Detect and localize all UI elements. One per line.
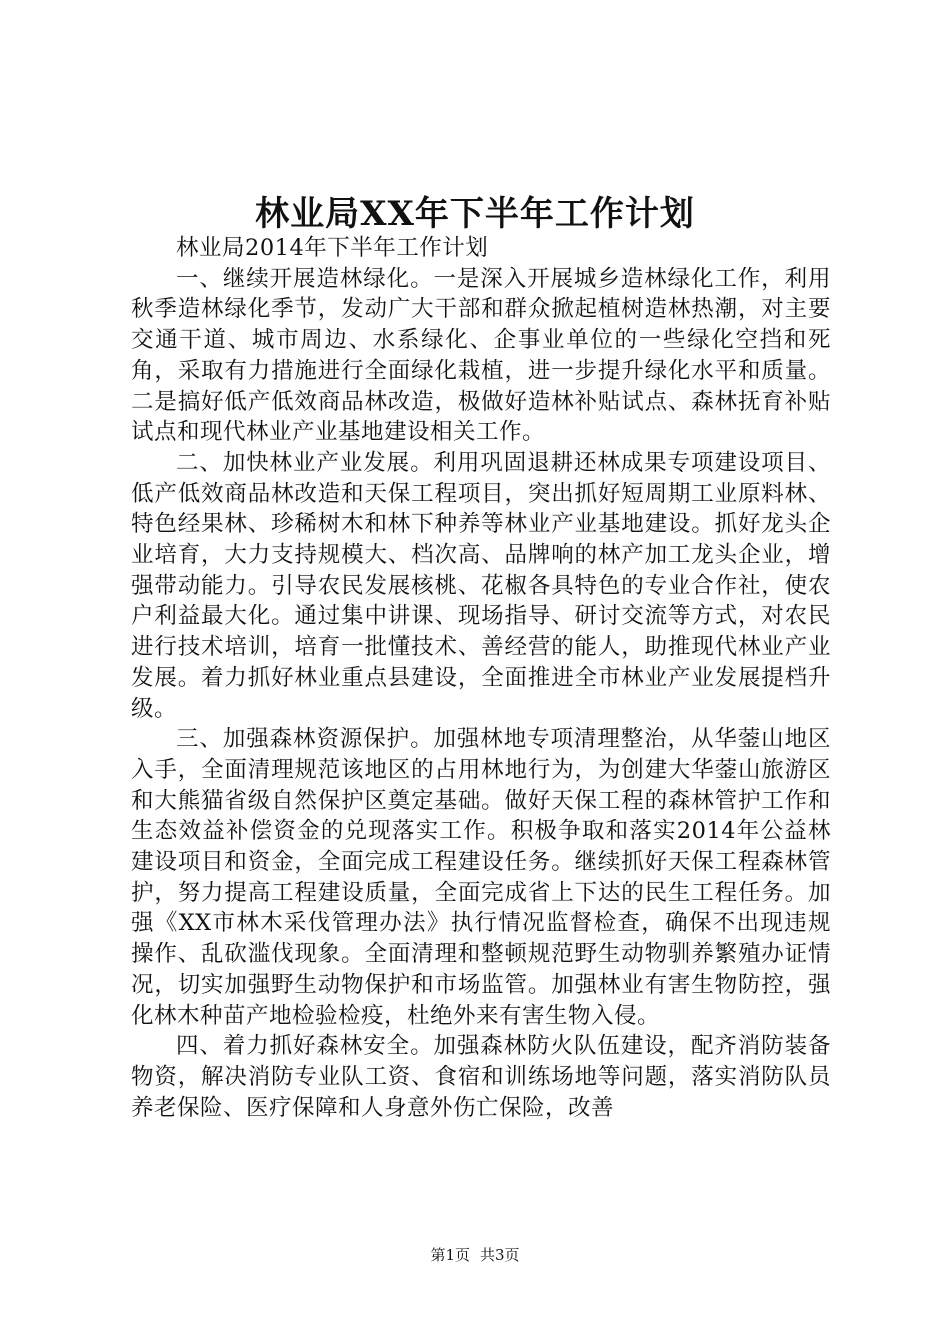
page-total: 共3页 — [480, 1246, 520, 1264]
body-paragraph-safety: 四、着力抓好森林安全。加强森林防火队伍建设，配齐消防装备物资，解决消防专业队工资、食宿和训练场地等问题，落实消防队员养老保险、医疗保障和人身意外伤亡保险，改善 — [131, 1033, 831, 1121]
page-footer — [0, 1244, 950, 1265]
document-title: 林业局XX年下半年工作计划 — [255, 194, 695, 234]
body-paragraph-protection: 三、加强森林资源保护。加强林地专项清理整治，从华蓥山地区入手，全面清理规范该地区的占用林地行为，为创建大华蓥山旅游区和大熊猫省级自然保护区奠定基础。做好天保工程的森林管护工作和生态效益补偿资金的兑现落实工作。积极争取和落实2014年公益林建设项目和资金，全面完成工程建设任务。继续抓好天保工程森林管护，努力提高工程建设质量，全面完成省上下达的民生工程任务。加强《XX市林木采伐管理办法》执行情况监督检查，确保不出现违规操作、乱砍滥伐现象。全面清理和整顿规范野生动物驯养繁殖办证情况，切实加强野生动物保护和市场监管。加强林业有害生物防控，强化林木种苗产地检验检疫，杜绝外来有害生物入侵。 — [131, 726, 831, 1029]
body-paragraph-heading: 林业局2014年下半年工作计划 — [176, 235, 489, 261]
body-paragraph-afforestation: 一、继续开展造林绿化。一是深入开展城乡造林绿化工作，利用秋季造林绿化季节，发动广大干部和群众掀起植树造林热潮，对主要交通干道、城市周边、水系绿化、企事业单位的一些绿化空挡和死角，采取有力措施进行全面绿化栽植，进一步提升绿化水平和质量。二是搞好低产低效商品林改造，极做好造林补贴试点、森林抚育补贴试点和现代林业产业基地建设相关工作。 — [131, 265, 831, 446]
page-number: 第1页 — [430, 1246, 470, 1264]
body-paragraph-industry: 二、加快林业产业发展。利用巩固退耕还林成果专项建设项目、低产低效商品林改造和天保工程项目，突出抓好短周期工业原料林、特色经果林、珍稀树木和林下种养等林业产业基地建设。抓好龙头企业培育，大力支持规模大、档次高、品牌响的林产加工龙头企业，增强带动能力。引导农民发展核桃、花椒各具特色的专业合作社，使农户利益最大化。通过集中讲课、现场指导、研讨交流等方式，对农民进行技术培训，培育一批懂技术、善经营的能人，助推现代林业产业发展。着力抓好林业重点县建设，全面推进全市林业产业发展提档升级。 — [131, 449, 831, 722]
document-body — [131, 233, 831, 1123]
